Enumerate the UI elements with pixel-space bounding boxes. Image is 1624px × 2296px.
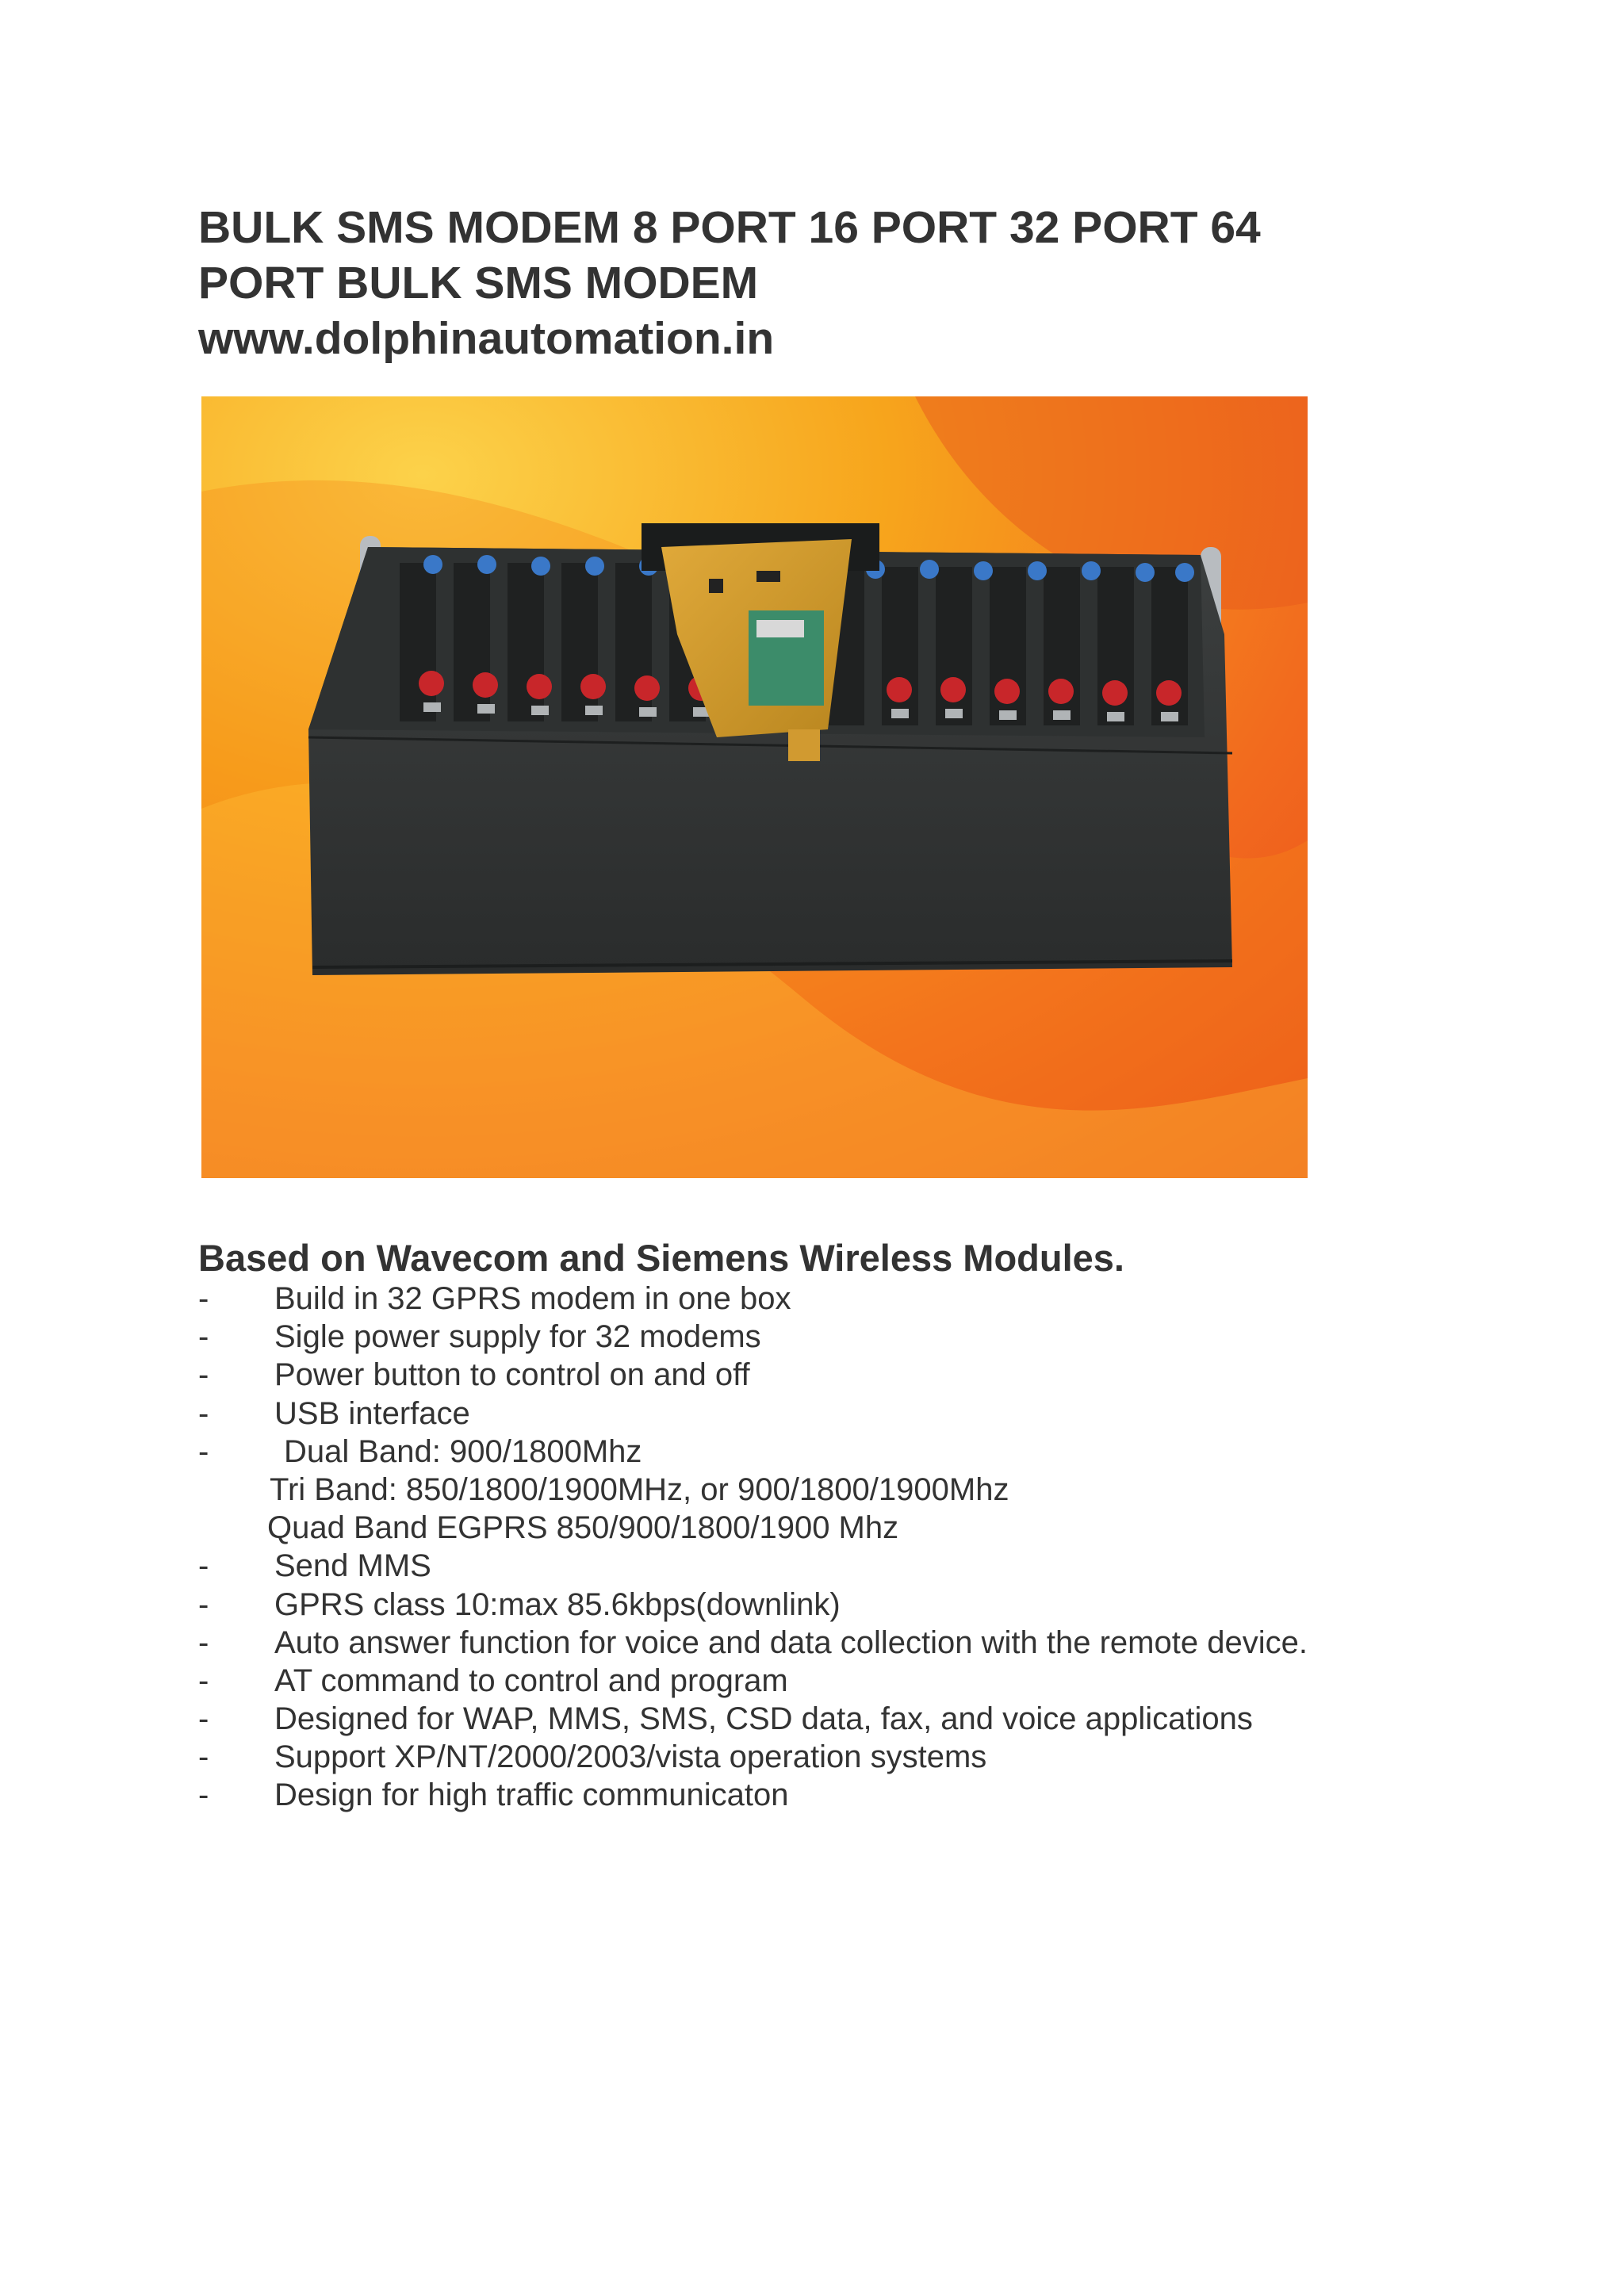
title-line-2: PORT BULK SMS MODEM xyxy=(198,258,759,308)
list-item-text: Designed for WAP, MMS, SMS, CSD data, fax, and voice applications xyxy=(274,1701,1253,1737)
list-bullet: - xyxy=(198,1663,209,1698)
list-bullet: - xyxy=(198,1281,209,1316)
list-item-text: USB interface xyxy=(274,1395,470,1431)
product-photo xyxy=(201,396,1308,1178)
list-item-text: Power button to control on and off xyxy=(274,1357,750,1393)
list-item-text: Auto answer function for voice and data collection with the remote device. xyxy=(274,1624,1308,1660)
list-bullet: - xyxy=(198,1739,209,1775)
modem-device-illustration xyxy=(201,396,1308,1178)
list-item-text: Build in 32 GPRS modem in one box xyxy=(274,1281,791,1316)
list-item-text: Support XP/NT/2000/2003/vista operation systems xyxy=(274,1739,987,1775)
modules-heading: Based on Wavecom and Siemens Wireless Modules. xyxy=(198,1237,1124,1279)
list-bullet: - xyxy=(198,1433,209,1469)
list-bullet: - xyxy=(198,1319,209,1355)
list-item-text: Design for high traffic communicaton xyxy=(274,1777,789,1813)
list-bullet: - xyxy=(198,1357,209,1393)
website-url: www.dolphinautomation.in xyxy=(198,313,775,364)
list-item-text: GPRS class 10:max 85.6kbps(downlink) xyxy=(274,1586,841,1622)
list-bullet: - xyxy=(198,1395,209,1431)
list-item-text: Sigle power supply for 32 modems xyxy=(274,1319,761,1355)
list-item-text: AT command to control and program xyxy=(274,1663,788,1698)
list-item-text: Tri Band: 850/1800/1900MHz, or 900/1800/1900Mhz xyxy=(270,1471,1009,1507)
list-item-text: Dual Band: 900/1800Mhz xyxy=(284,1433,642,1469)
list-bullet: - xyxy=(198,1777,209,1813)
list-bullet: - xyxy=(198,1548,209,1584)
list-item-text: Quad Band EGPRS 850/900/1800/1900 Mhz xyxy=(267,1510,899,1546)
list-item-text: Send MMS xyxy=(274,1548,431,1584)
list-bullet: - xyxy=(198,1701,209,1737)
page-title xyxy=(198,200,1435,366)
list-bullet: - xyxy=(198,1586,209,1622)
list-bullet: - xyxy=(198,1624,209,1660)
title-line-1: BULK SMS MODEM 8 PORT 16 PORT 32 PORT 64 xyxy=(198,202,1261,253)
